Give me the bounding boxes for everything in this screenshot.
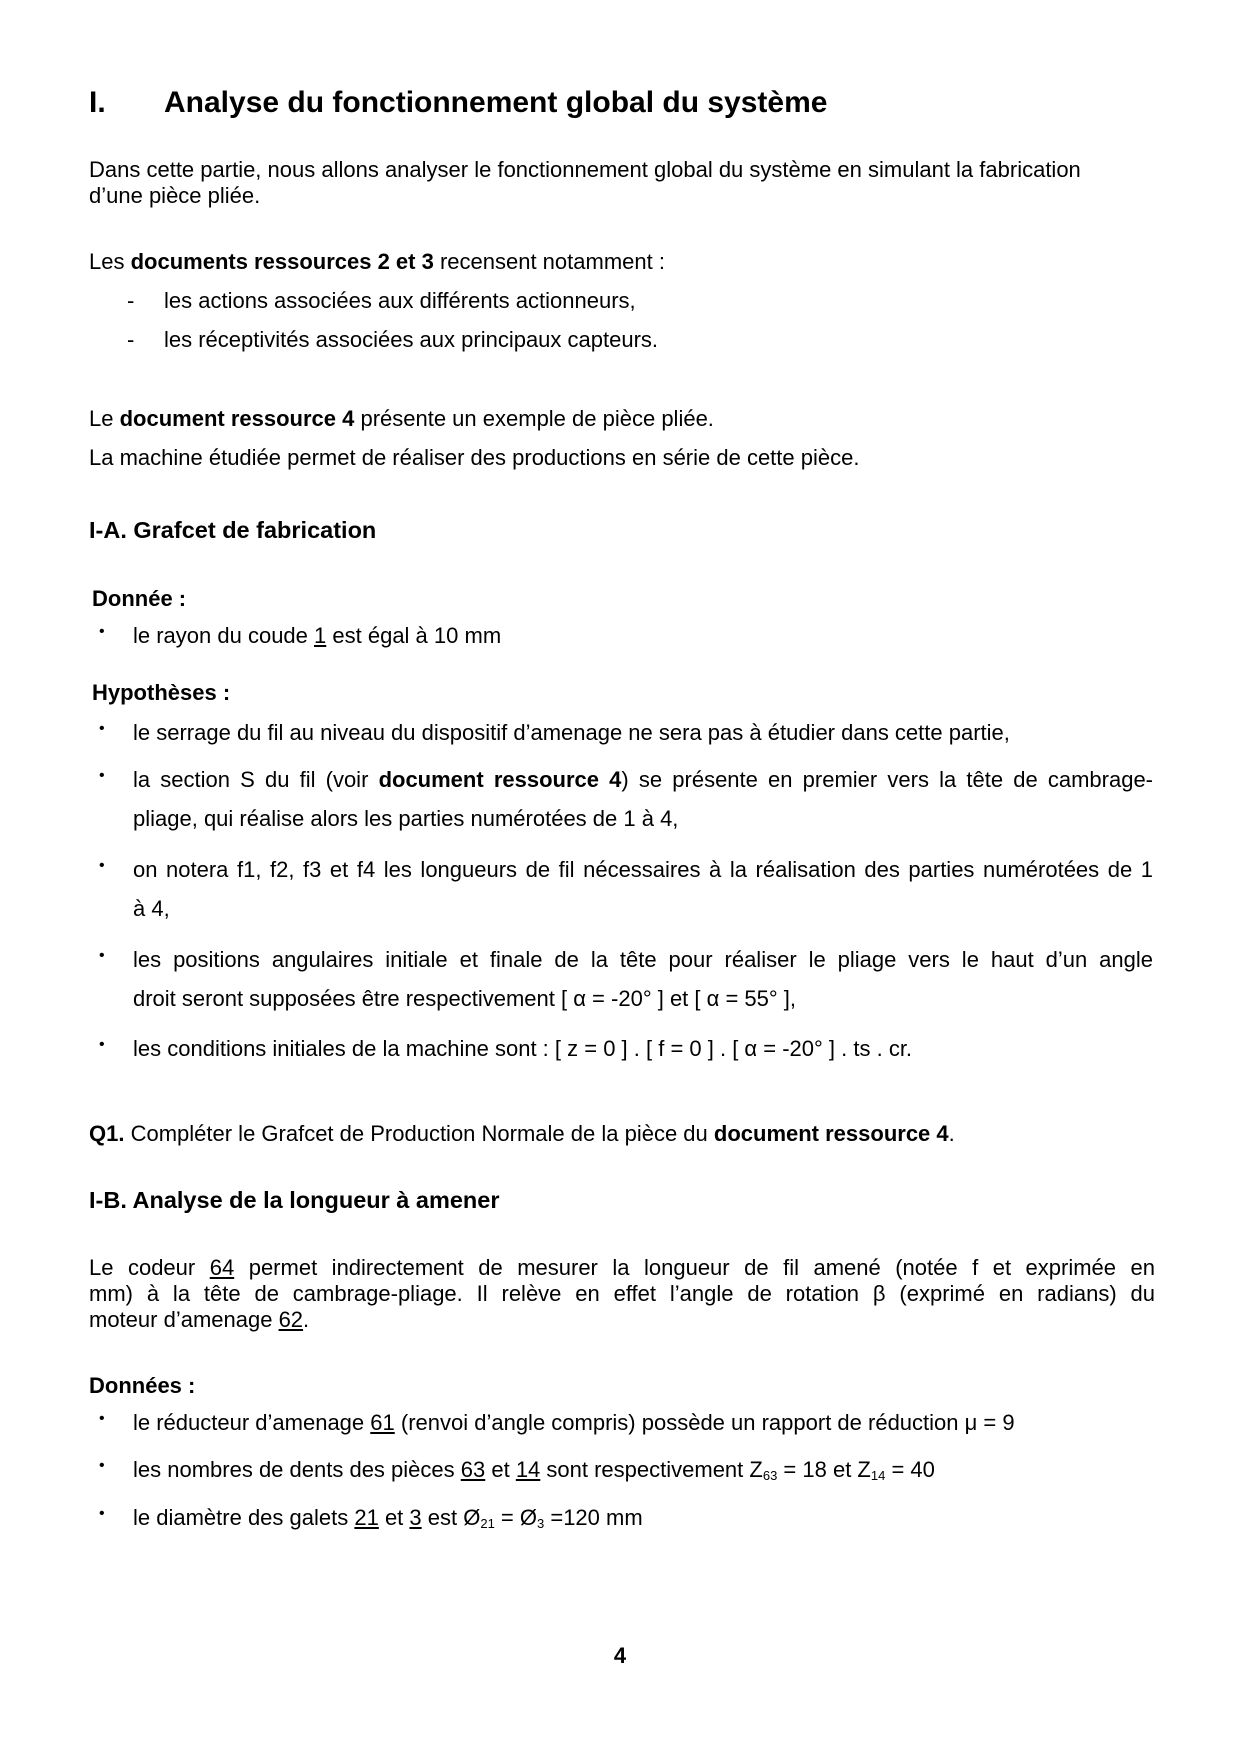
sub-14: 14	[870, 1468, 886, 1483]
intro-paragraph	[89, 157, 1155, 209]
codeur-line-1	[89, 1255, 1155, 1281]
d2-post1: sont respectivement Z	[540, 1457, 763, 1482]
d2-mid: et	[485, 1457, 516, 1482]
intro-line-1: Dans cette partie, nous allons analyser le fonctionnement global du système en simulant la fabrication	[89, 157, 1081, 182]
donnee-post: est égal à 10 mm	[326, 623, 502, 648]
ref-64: 64	[209, 1255, 235, 1280]
subsection-b-title: I-B. Analyse de la longueur à amener	[89, 1187, 500, 1213]
dash-item: les réceptivités associées aux principaux capteurs.	[164, 327, 659, 352]
subsection-a-title: I-A. Grafcet de fabrication	[89, 517, 377, 543]
codeur-line3-post: .	[303, 1307, 310, 1332]
hypothesis-item-4: les positions angulaires initiale et finale de la tête pour réaliser le pliage vers le haut d’un angle	[133, 947, 1153, 972]
q1-post: .	[948, 1121, 955, 1146]
ref-63: 63	[460, 1457, 486, 1482]
d2-post2: = 18 et Z	[777, 1457, 871, 1482]
bullet-marker: •	[99, 1505, 105, 1522]
bullet-marker: •	[99, 720, 105, 737]
sub-3: 3	[537, 1516, 545, 1531]
docs-lead-pre: Les	[89, 249, 131, 274]
docs-lead	[89, 249, 1155, 275]
question-q1	[89, 1121, 1155, 1147]
hypothesis-item-1: le serrage du fil au niveau du dispositif d’amenage ne sera pas à étudier dans cette partie,	[133, 720, 1010, 745]
donnee-pre: le rayon du coude	[133, 623, 315, 648]
bullet-marker: •	[99, 1036, 105, 1053]
page-number: 4	[613, 1643, 627, 1668]
hyp2-pre: la section S du fil (voir	[133, 767, 379, 792]
section-number: I.	[89, 86, 106, 119]
section-heading	[89, 86, 1155, 120]
dash-item: les actions associées aux différents actionneurs,	[164, 288, 636, 313]
hypothesis-item-3: on notera f1, f2, f3 et f4 les longueurs de fil nécessaires à la réalisation des parties numérotées de 1	[133, 857, 1153, 882]
donnees-label: Données :	[89, 1373, 196, 1398]
hypothesis-item-4-cont: droit seront supposées être respectivement [ α = -20° ] et [ α = 55° ],	[133, 986, 797, 1011]
doc4-paragraph	[89, 406, 1155, 432]
ref-21: 21	[354, 1505, 379, 1530]
hypotheses-label: Hypothèses :	[92, 680, 231, 705]
q1-bold: document ressource 4	[713, 1121, 949, 1146]
hypothesis-item-3-cont: à 4,	[133, 896, 170, 921]
bullet-marker: •	[99, 623, 105, 640]
intro-line-2: d’une pièce pliée.	[89, 183, 261, 208]
donnee-item	[133, 616, 1153, 655]
doc4-bold: document ressource 4	[119, 406, 355, 431]
bullet-marker: •	[99, 857, 105, 874]
docs-lead-post: recensent notamment :	[433, 249, 665, 274]
hypothesis-item-2	[133, 760, 1153, 799]
hypothesis-item-5: les conditions initiales de la machine sont : [ z = 0 ] . [ f = 0 ] . [ α = -20° ] . ts . cr.	[133, 1036, 913, 1061]
d3-pre: le diamètre des galets	[133, 1505, 355, 1530]
q1-pre: Compléter le Grafcet de Production Normale de la pièce du	[124, 1121, 714, 1146]
d3-post2: = Ø	[494, 1505, 537, 1530]
d1-pre: le réducteur d’amenage	[133, 1410, 371, 1435]
ref-62: 62	[278, 1307, 304, 1332]
codeur-paragraph	[89, 1255, 1155, 1333]
hyp2-bold: document ressource 4	[378, 767, 622, 792]
bullet-marker: •	[99, 947, 105, 964]
codeur-line-3	[89, 1307, 1155, 1333]
codeur-line-2: mm) à la tête de cambrage-pliage. Il relève en effet l’angle de rotation β (exprimé en radians) du	[89, 1281, 1155, 1306]
docs-lead-bold: documents ressources 2 et 3	[130, 249, 434, 274]
codeur-line3-pre: moteur d’amenage	[89, 1307, 279, 1332]
ref-3: 3	[409, 1505, 422, 1530]
dash-marker: -	[127, 288, 135, 313]
section-title: Analyse du fonctionnement global du système	[164, 86, 828, 119]
codeur-pre: Le codeur	[89, 1255, 210, 1280]
doc4-line-2: La machine étudiée permet de réaliser des productions en série de cette pièce.	[89, 445, 860, 470]
ref-14: 14	[515, 1457, 541, 1482]
donnee-reducteur	[133, 1403, 1153, 1442]
d1-post: (renvoi d’angle compris) possède un rapport de réduction μ = 9	[394, 1410, 1015, 1435]
dash-marker: -	[127, 327, 135, 352]
codeur-post: permet indirectement de mesurer la longueur de fil amené (notée f et exprimée en	[234, 1255, 1155, 1280]
q1-label: Q1.	[89, 1121, 125, 1146]
hyp2-post: ) se présente en premier vers la tête de cambrage-	[621, 767, 1154, 792]
doc4-pre: Le	[89, 406, 120, 431]
d3-post3: =120 mm	[544, 1505, 643, 1530]
d3-post1: est Ø	[421, 1505, 481, 1530]
d2-post3: = 40	[885, 1457, 935, 1482]
bullet-marker: •	[99, 1410, 105, 1427]
donnee-dents	[133, 1450, 1153, 1489]
bullet-marker: •	[99, 1457, 105, 1474]
d2-pre: les nombres de dents des pièces	[133, 1457, 461, 1482]
d3-mid: et	[378, 1505, 410, 1530]
ref-61: 61	[370, 1410, 395, 1435]
bullet-marker: •	[99, 767, 105, 784]
donnee-galets	[133, 1498, 1153, 1537]
sub-63: 63	[762, 1468, 778, 1483]
doc4-post: présente un exemple de pièce pliée.	[354, 406, 714, 431]
donnee-label: Donnée :	[92, 586, 187, 611]
sub-21: 21	[480, 1516, 495, 1531]
hypothesis-item-2-cont: pliage, qui réalise alors les parties numérotées de 1 à 4,	[133, 806, 679, 831]
donnee-ref: 1	[314, 623, 327, 648]
